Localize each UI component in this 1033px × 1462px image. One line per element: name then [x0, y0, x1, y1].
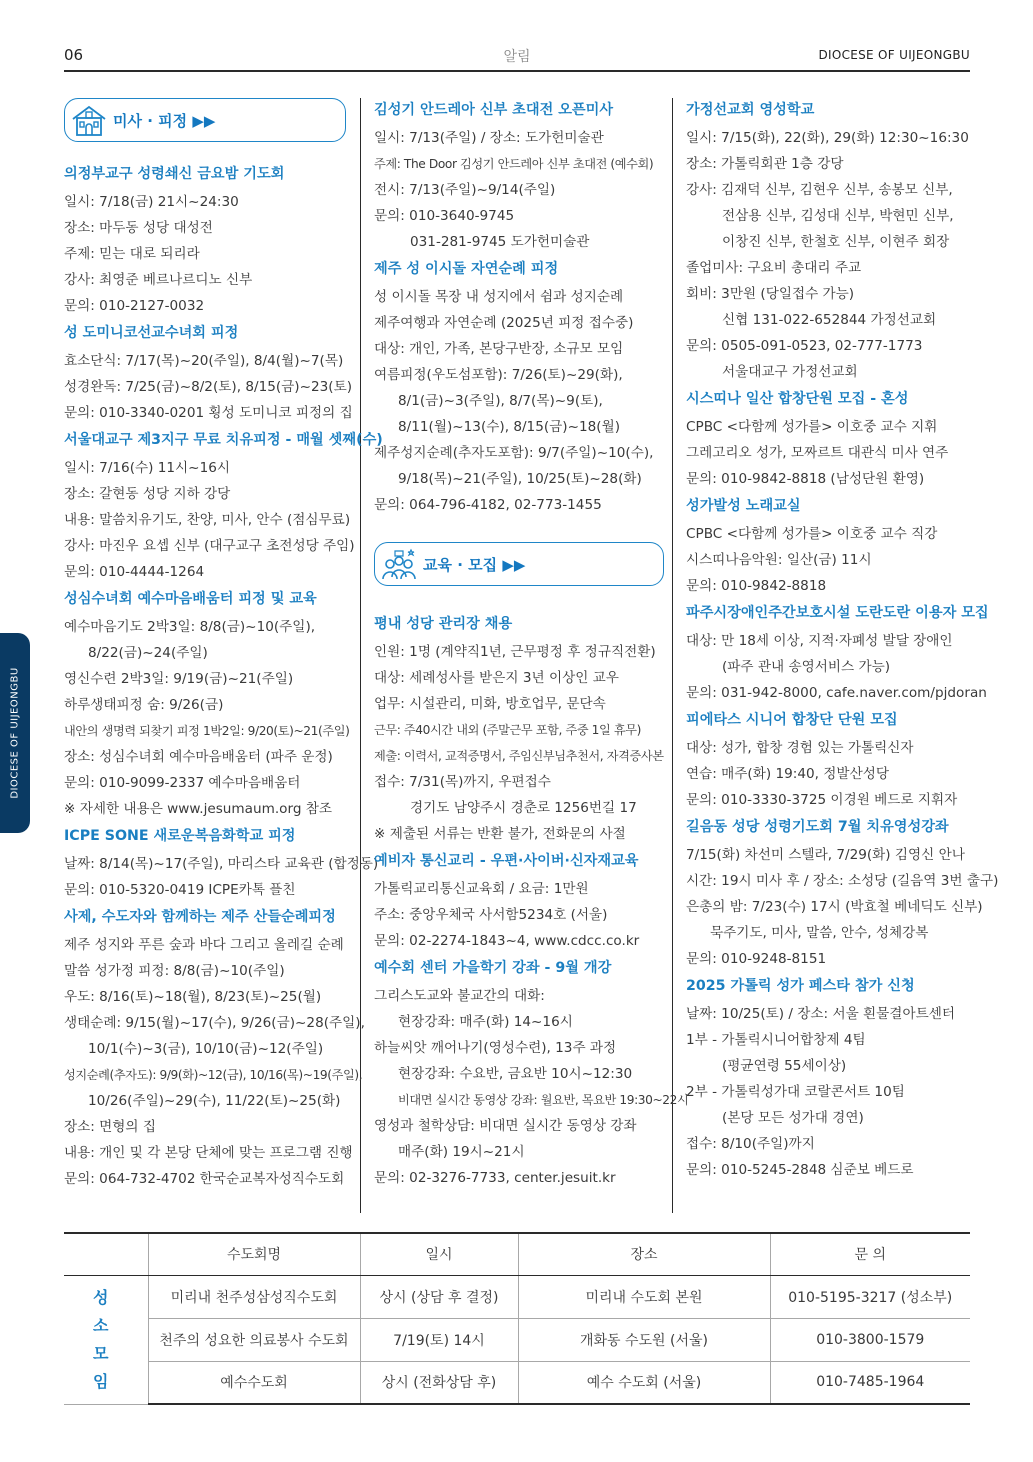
notice-line: 제주성지순례(추자도포함): 9/7(주일)~10(수), — [374, 445, 654, 461]
notice-line: 그레고리오 성가, 모짜르트 대관식 미사 연주 — [686, 445, 949, 461]
notice-line: 문의: 010-5320-0419 ICPE카톡 플친 — [64, 882, 296, 898]
notice-line: 이창진 신부, 한철호 신부, 이현주 회장 — [722, 234, 950, 250]
table-cell: 천주의 성요한 의료봉사 수도회 — [148, 1318, 360, 1361]
notice-line: 현장강좌: 매주(화) 14~16시 — [398, 1014, 573, 1030]
notice-line: 장소: 가톨릭회관 1층 강당 — [686, 156, 844, 172]
notice-title: 사제, 수도자와 함께하는 제주 산들순례피정 — [64, 909, 336, 925]
notice-title: 가정선교회 영성학교 — [686, 102, 815, 118]
notice-section — [64, 907, 365, 1192]
notice-line: 10/1(수)~3(금), 10/10(금)~12(주일) — [88, 1041, 324, 1057]
notice-section — [686, 100, 972, 385]
column-3 — [686, 98, 999, 1187]
notice-line: 문의: 010-3340-0201 횡성 도미니코 피정의 집 — [64, 405, 353, 421]
category-title-box-mass — [64, 98, 346, 142]
notice-line: 대상: 세례성사를 받은지 3년 이상인 교우 — [374, 670, 619, 686]
notice-line: 가톨릭교리통신교육회 / 요금: 1만원 — [374, 881, 589, 897]
notice-line: 문의: 0505-091-0523, 02-777-1773 — [686, 338, 923, 354]
table-row — [64, 1361, 970, 1404]
col3-section-list — [686, 100, 999, 1183]
notice-line: 문의: 010-4444-1264 — [64, 564, 205, 580]
notice-line: 내용: 말씀치유기도, 찬양, 미사, 안수 (점심무료) — [64, 512, 351, 528]
notice-line: 매주(화) 19시~21시 — [398, 1144, 525, 1160]
notice-line: 문의: 010-9099-2337 예수마음배움터 — [64, 775, 301, 791]
notice-line: 근무: 주40시간 내외 (주말근무 포함, 주중 1일 휴무) — [374, 723, 641, 737]
notice-line: 회비: 3만원 (당일접수 가능) — [686, 286, 855, 302]
church-house-icon — [71, 103, 107, 137]
side-tab — [0, 633, 30, 833]
notice-line: 8/22(금)~24(주일) — [88, 645, 208, 661]
notice-line: 8/11(월)~13(수), 8/15(금)~18(월) — [398, 419, 621, 435]
notice-title: 피에타스 시니어 합창단 단원 모집 — [686, 712, 898, 728]
notice-line: 일시: 7/13(주일) / 장소: 도가헌미술관 — [374, 130, 604, 146]
notice-title: 예수회 센터 가을학기 강좌 - 9월 개강 — [374, 960, 612, 976]
notice-line: 제출: 이력서, 교적증명서, 주임신부님추천서, 자격증사본 — [374, 749, 664, 763]
notice-line: 서울대교구 가정선교회 — [722, 364, 858, 380]
notice-line: 전시: 7/13(주일)~9/14(주일) — [374, 182, 556, 198]
notice-line: 말씀 성가정 피정: 8/8(금)~10(주일) — [64, 963, 285, 979]
notice-line: 주소: 중앙우체국 사서함5234호 (서울) — [374, 907, 608, 923]
table-row — [64, 1275, 970, 1318]
notice-line: 접수: 8/10(주일)까지 — [686, 1136, 815, 1152]
notice-title: 성가발성 노래교실 — [686, 498, 801, 514]
notice-line: 신협 131-022-652844 가정선교회 — [722, 312, 937, 328]
table-cell: 개화동 수도원 (서울) — [518, 1318, 770, 1361]
notice-line: (파주 관내 송영서비스 가능) — [722, 659, 891, 675]
notice-line: 주제: The Door 김성기 안드레아 신부 초대전 (예수회) — [374, 157, 654, 171]
notice-line: 묵주기도, 미사, 말씀, 안수, 성체강복 — [710, 925, 929, 941]
notice-line: 영성과 철학상담: 비대면 실시간 동영상 강좌 — [374, 1118, 637, 1134]
notice-line: 인원: 1명 (계약직1년, 근무평정 후 정규직전환) — [374, 644, 656, 660]
table-header-row — [64, 1233, 970, 1275]
notice-title: 제주 성 이시돌 자연순례 피정 — [374, 261, 559, 277]
notice-line: 문의: 010-9248-8151 — [686, 951, 827, 967]
table-header-cell: 일시 — [360, 1233, 518, 1275]
table-row-label — [64, 1275, 148, 1404]
notice-line: 경기도 남양주시 경춘로 1256번길 17 — [410, 800, 637, 816]
table-cell: 상시 (상담 후 결정) — [360, 1275, 518, 1318]
column-divider — [672, 98, 673, 1213]
notice-line: 일시: 7/16(수) 11시~16시 — [64, 460, 230, 476]
table-cell: 상시 (전화상담 후) — [360, 1361, 518, 1404]
notice-section — [686, 817, 999, 972]
notice-line: 날짜: 8/14(목)~17(주일), 마리스타 교육관 (합정동) — [64, 856, 379, 872]
table-header-cell: 문 의 — [770, 1233, 970, 1275]
notice-line: 비대면 실시간 동영상 강좌: 월요반, 목요반 19:30~22시 — [398, 1093, 689, 1107]
notice-line: 문의: 064-732-4702 한국순교복자성직수도회 — [64, 1171, 345, 1187]
notice-line: 강사: 김재덕 신부, 김현우 신부, 송봉모 신부, — [686, 182, 953, 198]
notice-line: 시스띠나음악원: 일산(금) 11시 — [686, 552, 872, 568]
table-cell: 010-3800-1579 — [770, 1318, 970, 1361]
notice-line: 주제: 믿는 대로 되리라 — [64, 246, 200, 262]
notice-title: 파주시장애인주간보호시설 도란도란 이용자 모집 — [686, 605, 989, 621]
notice-line: 장소: 마두동 성당 대성전 — [64, 220, 213, 236]
table-cell: 7/19(토) 14시 — [360, 1318, 518, 1361]
notice-line: 9/18(목)~21(주일), 10/25(토)~28(화) — [398, 471, 642, 487]
notice-line: 날짜: 10/25(토) / 장소: 서울 흰물결아트센터 — [686, 1006, 955, 1022]
vocation-table — [64, 1232, 970, 1405]
notice-line: 여름피정(우도섬포함): 7/26(토)~29(화), — [374, 367, 623, 383]
notice-line: 문의: 010-5245-2848 심준보 베드로 — [686, 1162, 914, 1178]
publication-name: DIOCESE OF UIJEONGBU — [818, 48, 970, 62]
table-cell: 예수수도회 — [148, 1361, 360, 1404]
notice-section — [64, 589, 350, 822]
table-cell: 미리내 천주성삼성직수도회 — [148, 1275, 360, 1318]
category-title-box-education — [374, 542, 664, 586]
table-header-cell: 장소 — [518, 1233, 770, 1275]
notice-line: 문의: 010-3640-9745 — [374, 208, 515, 224]
notice-line: 시간: 19시 미사 후 / 장소: 소성당 (길음역 3번 출구) — [686, 873, 999, 889]
col2-top-section-list — [374, 100, 664, 518]
notice-line: 일시: 7/18(금) 21시~24:30 — [64, 194, 239, 210]
notice-line: 강사: 최영준 베르나르디노 신부 — [64, 272, 253, 288]
notice-line: 대상: 성가, 합창 경험 있는 가톨릭신자 — [686, 740, 914, 756]
column-1 — [64, 98, 383, 1196]
notice-section — [64, 323, 353, 426]
notice-line: (본당 모든 성가대 경연) — [722, 1110, 864, 1126]
notice-line: 영신수련 2박3일: 9/19(금)~21(주일) — [64, 671, 294, 687]
notice-line: 문의: 010-3330-3725 이경원 베드로 지휘자 — [686, 792, 958, 808]
notice-title: 시스띠나 일산 합창단원 모집 - 혼성 — [686, 391, 909, 407]
notice-line: 문의: 010-2127-0032 — [64, 298, 205, 314]
notice-line: 제주여행과 자연순례 (2025년 피정 접수중) — [374, 315, 634, 331]
notice-section — [64, 164, 346, 319]
notice-section — [374, 851, 664, 954]
column-2 — [374, 98, 689, 1195]
notice-section — [686, 389, 972, 492]
notice-line: CPBC <다함께 성가를> 이호중 교수 지휘 — [686, 419, 938, 435]
notice-section — [64, 826, 379, 903]
notice-section — [686, 603, 989, 706]
notice-line: 문의: 02-2274-1843~4, www.cdcc.co.kr — [374, 933, 640, 949]
category-title: 교육 · 모집 ▶▶ — [423, 556, 526, 574]
notice-line: 효소단식: 7/17(목)~20(주일), 8/4(월)~7(목) — [64, 353, 344, 369]
table-header-blank — [64, 1233, 148, 1275]
notice-line: 접수: 7/31(목)까지, 우편접수 — [374, 774, 551, 790]
notice-line: CPBC <다함께 성가를> 이호중 교수 직강 — [686, 526, 938, 542]
notice-line: 8/1(금)~3(주일), 8/7(목)~9(토), — [398, 393, 603, 409]
section-title: 알림 — [503, 49, 531, 65]
notice-line: 일시: 7/15(화), 22(화), 29(화) 12:30~16:30 — [686, 130, 969, 146]
notice-title: 평내 성당 관리장 채용 — [374, 616, 513, 632]
notice-title: 김성기 안드레아 신부 초대전 오픈미사 — [374, 102, 614, 118]
notice-title: ICPE SONE 새로운복음화학교 피정 — [64, 828, 296, 844]
notice-title: 성심수녀회 예수마음배움터 피정 및 교육 — [64, 591, 317, 607]
notice-line: 졸업미사: 구요비 총대리 주교 — [686, 260, 862, 276]
notice-title: 2025 가톨릭 성가 페스타 참가 신청 — [686, 978, 915, 994]
notice-line: 하루생태피정 숨: 9/26(금) — [64, 697, 224, 713]
notice-line: 하늘씨앗 깨어나기(영성수련), 13주 과정 — [374, 1040, 617, 1056]
notice-line: ※ 자세한 내용은 www.jesumaum.org 참조 — [64, 801, 333, 817]
notice-line: 성경완독: 7/25(금)~8/2(토), 8/15(금)~23(토) — [64, 379, 353, 395]
notice-section — [374, 614, 664, 847]
notice-title: 길음동 성당 성령기도회 7월 치유영성강좌 — [686, 819, 949, 835]
notice-section — [686, 710, 972, 813]
notice-line: (평균연령 55세이상) — [722, 1058, 847, 1074]
notice-line: 내용: 개인 및 각 본당 단체에 맞는 프로그램 진행 — [64, 1145, 353, 1161]
side-tab-label: DIOCESE OF UIJEONGBU — [9, 667, 21, 799]
notice-section — [374, 259, 664, 518]
notice-line: 업무: 시설관리, 미화, 방호업무, 문단속 — [374, 696, 606, 712]
notice-line: 생태순례: 9/15(월)~17(수), 9/26(금)~28(주일), — [64, 1015, 365, 1031]
notice-line: 2부 - 가톨릭성가대 코랄콘서트 10팀 — [686, 1084, 905, 1100]
notice-line: 현장강좌: 수요반, 금요반 10시~12:30 — [398, 1066, 633, 1082]
notice-line: 전삼용 신부, 김성대 신부, 박현민 신부, — [722, 208, 954, 224]
notice-section — [374, 958, 689, 1191]
notice-line: 장소: 성심수녀회 예수마음배움터 (파주 운정) — [64, 749, 333, 765]
notice-line: 대상: 만 18세 이상, 지적·자폐성 발달 장애인 — [686, 633, 953, 649]
table-cell: 예수 수도회 (서울) — [518, 1361, 770, 1404]
category-title: 미사 · 피정 ▶▶ — [113, 112, 216, 130]
notice-title: 서울대교구 제3지구 무료 치유피정 - 매월 셋째(수) — [64, 432, 383, 448]
notice-line: 7/15(화) 차선미 스텔라, 7/29(화) 김영신 안나 — [686, 847, 965, 863]
col2-bottom-section-list — [374, 614, 689, 1191]
notice-title: 성 도미니코선교수녀회 피정 — [64, 325, 239, 341]
notice-section — [64, 430, 383, 585]
notice-line: 문의: 064-796-4182, 02-773-1455 — [374, 497, 602, 513]
notice-line: 그리스도교와 불교간의 대화: — [374, 988, 545, 1004]
notice-line: 장소: 갈현동 성당 지하 강당 — [64, 486, 231, 502]
notice-line: 1부 - 가톨릭시니어합창제 4팀 — [686, 1032, 866, 1048]
notice-line: 우도: 8/16(토)~18(월), 8/23(토)~25(월) — [64, 989, 322, 1005]
page-header — [64, 44, 970, 72]
notice-line: 장소: 면형의 집 — [64, 1119, 157, 1135]
notice-line: 문의: 010-9842-8818 — [686, 578, 827, 594]
notice-title: 의정부교구 성령쇄신 금요밤 기도회 — [64, 166, 285, 182]
notice-line: ※ 제출된 서류는 반환 불가, 전화문의 사절 — [374, 826, 626, 842]
notice-line: 031-281-9745 도가헌미술관 — [410, 234, 590, 250]
notice-line: 강사: 마진우 요셉 신부 (대구교구 초전성당 주임) — [64, 538, 355, 554]
notice-line: 은총의 밤: 7/23(수) 17시 (박효철 베네딕도 신부) — [686, 899, 983, 915]
col1-section-list — [64, 164, 383, 1192]
vocation-label: 성 소 모 임 — [93, 1287, 119, 1391]
table-header-cell: 수도회명 — [148, 1233, 360, 1275]
notice-title: 예비자 통신교리 - 우편·사이버·신자재교육 — [374, 853, 639, 869]
column-divider — [360, 98, 361, 1213]
table-cell: 미리내 수도회 본원 — [518, 1275, 770, 1318]
people-group-icon — [381, 547, 417, 581]
table-row — [64, 1318, 970, 1361]
notice-line: 예수마음기도 2박3일: 8/8(금)~10(주일), — [64, 619, 316, 635]
notice-line: 대상: 개인, 가족, 본당구반장, 소규모 모임 — [374, 341, 624, 357]
notice-section — [686, 976, 972, 1183]
notice-line: 제주 성지와 푸른 숲과 바다 그리고 올레길 순례 — [64, 937, 344, 953]
notice-line: 문의: 010-9842-8818 (남성단원 환영) — [686, 471, 925, 487]
notice-section — [374, 100, 664, 255]
notice-line: 문의: 031-942-8000, cafe.naver.com/pjdoran — [686, 685, 987, 701]
notice-line: 내안의 생명력 되찾기 피정 1박2일: 9/20(토)~21(주일) — [64, 724, 350, 738]
notice-line: 10/26(주일)~29(수), 11/22(토)~25(화) — [88, 1093, 341, 1109]
page-number: 06 — [64, 46, 84, 64]
notice-line: 성지순례(추자도): 9/9(화)~12(금), 10/16(목)~19(주일), — [64, 1068, 363, 1082]
notice-line: 연습: 매주(화) 19:40, 정발산성당 — [686, 766, 889, 782]
notice-section — [686, 496, 972, 599]
table-cell: 010-5195-3217 (성소부) — [770, 1275, 970, 1318]
notice-line: 성 이시돌 목장 내 성지에서 쉼과 성지순례 — [374, 289, 624, 305]
notice-line: 문의: 02-3276-7733, center.jesuit.kr — [374, 1170, 616, 1186]
table-cell: 010-7485-1964 — [770, 1361, 970, 1404]
